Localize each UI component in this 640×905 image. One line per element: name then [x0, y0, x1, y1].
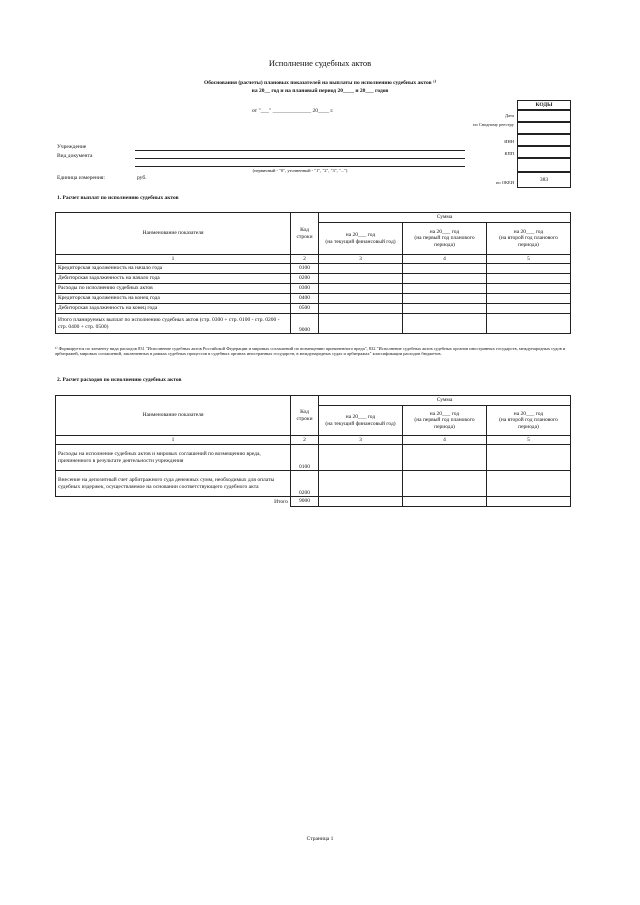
- page-title: Исполнение судебных актов: [268, 58, 372, 68]
- section1-table: [55, 212, 571, 334]
- doc-type-field[interactable]: [135, 158, 465, 159]
- s2-num-5: 5: [487, 436, 571, 445]
- s1-cell[interactable]: [319, 294, 403, 304]
- s2-col-y2: [403, 406, 487, 436]
- table-row: [56, 445, 571, 471]
- s1-row-code: 0500: [291, 304, 319, 314]
- s1-col-y3: [487, 223, 571, 255]
- table-row: [56, 304, 571, 314]
- s1-cell[interactable]: [319, 264, 403, 274]
- s2-cell[interactable]: [403, 445, 487, 471]
- code-kpp-cell[interactable]: [517, 146, 571, 158]
- page-number: Страница 1: [306, 836, 334, 842]
- s1-row-code: 0400: [291, 294, 319, 304]
- s2-col-y2-a: на 20___ год: [429, 411, 460, 418]
- s2-col-sum: Сумма: [319, 396, 571, 406]
- doc-type-hint: (первичный - "0", уточненный - "1", "2", "3", "..."): [252, 168, 348, 173]
- s1-col-y2-a: на 20___ год: [429, 229, 460, 236]
- s1-row-code: 9000: [291, 314, 319, 334]
- date-label: Дата: [505, 113, 514, 118]
- s1-cell[interactable]: [487, 274, 571, 284]
- unit-label: Единица измерения:: [57, 175, 105, 181]
- s1-row-code: 0200: [291, 274, 319, 284]
- section2-table: [55, 395, 571, 507]
- s1-num-4: 4: [403, 255, 487, 264]
- s2-cell[interactable]: [403, 471, 487, 497]
- s1-cell[interactable]: [319, 314, 403, 334]
- s1-cell[interactable]: [319, 304, 403, 314]
- s1-row-code: 0100: [291, 264, 319, 274]
- s1-col-y3-b: (на второй год планового периода): [499, 235, 558, 248]
- s1-cell[interactable]: [403, 264, 487, 274]
- s2-col-y3-b: (на второй год планового периода): [499, 417, 558, 430]
- s2-num-3: 3: [319, 436, 403, 445]
- page-subtitle-line2: на 20__ год и на плановый период 20____ и 20___ годов: [251, 88, 389, 94]
- s1-cell[interactable]: [319, 284, 403, 294]
- table-row: [56, 497, 571, 507]
- s1-col-y1: [319, 223, 403, 255]
- s2-col-y1-a: на 20___ год: [345, 414, 376, 421]
- code-inn-cell[interactable]: [517, 134, 571, 146]
- s2-col-y2-b: (на первый год планового периода): [414, 417, 475, 430]
- s2-row-name: Расходы на исполнение судебных актов и мировых соглашений по возмещению вреда, причиненного в результате деятельности учреждения: [56, 445, 291, 471]
- s1-row-name: Кредиторская задолженность на конец года: [56, 294, 291, 304]
- s1-row-name: Кредиторская задолженность на начало года: [56, 264, 291, 274]
- s2-cell[interactable]: [403, 497, 487, 507]
- codes-header: КОДЫ: [535, 102, 553, 108]
- table-row: [56, 264, 571, 274]
- s2-col-code: Код строки: [291, 396, 319, 436]
- s1-cell[interactable]: [403, 304, 487, 314]
- s1-col-y1-b: (на текущий финансовый год): [325, 238, 396, 245]
- s1-num-5: 5: [487, 255, 571, 264]
- s2-row-name: Внесение на депозитный счет арбитражного суда денежных сумм, необходимых для оплаты судебных издержек, осуществляемое на основании соответствующего судебного акта: [56, 471, 291, 497]
- s1-row-name: Дебиторская задолженность на начало года: [56, 274, 291, 284]
- s2-row-code: 0100: [291, 445, 319, 471]
- s1-col-code: Код строки: [291, 213, 319, 255]
- s2-cell[interactable]: [319, 471, 403, 497]
- s2-cell[interactable]: [487, 497, 571, 507]
- table-row: [56, 294, 571, 304]
- footnote: ¹⁾ Формируется по элементу вида расходов 831 "Исполнение судебных актов Российской Федерации и мировых соглашений по возмещению причиненного вреда", 832 "Исполнение судебных актов судебных органов иностранных государств, международных судов и арбитражей, мировых соглашений, заключенных в рамках судебных процессов в судебных органах иностранных государств, в международных судах и арбитражах" классификации расходов бюджетов.: [55, 346, 566, 357]
- section2-title: 2. Расчет расходов по исполнению судебных актов: [57, 377, 182, 383]
- inn-label: ИНН: [504, 139, 514, 144]
- s2-col-name: Наименование показателя: [56, 396, 291, 436]
- s1-cell[interactable]: [487, 284, 571, 294]
- s2-num-4: 4: [403, 436, 487, 445]
- s1-cell[interactable]: [403, 274, 487, 284]
- s2-cell[interactable]: [487, 445, 571, 471]
- section1-title: 1. Расчет выплат по исполнению судебных актов: [57, 195, 179, 201]
- registry-label: по Сводному реестру: [473, 122, 514, 127]
- s1-cell[interactable]: [403, 284, 487, 294]
- doc-type-label: Вид документа: [57, 153, 93, 159]
- okei-label: по ОКЕИ: [495, 180, 514, 185]
- s2-num-2: 2: [291, 436, 319, 445]
- code-okei-cell: [517, 172, 571, 188]
- s1-col-y3-a: на 20___ год: [513, 229, 544, 236]
- s2-num-1: 1: [56, 436, 291, 445]
- s2-cell[interactable]: [319, 497, 403, 507]
- table-row: [56, 471, 571, 497]
- s2-cell[interactable]: [319, 445, 403, 471]
- s1-num-1: 1: [56, 255, 291, 264]
- code-blank-cell: [517, 158, 571, 172]
- s1-cell[interactable]: [487, 264, 571, 274]
- table-row: [56, 284, 571, 294]
- page-subtitle-line1: Обоснования (расчеты) плановых показателей на выплаты по исполнению судебных актов ¹⁾: [203, 80, 436, 86]
- document-date: от "___" ______________ 20____ г.: [252, 108, 334, 114]
- s2-col-y1-b: (на текущий финансовый год): [325, 420, 396, 427]
- code-date-cell[interactable]: [517, 110, 571, 122]
- s2-col-y1: [319, 406, 403, 436]
- s2-total-label: Итого: [56, 497, 291, 507]
- s1-row-name: Расходы по исполнению судебных актов: [56, 284, 291, 294]
- s2-col-y3-a: на 20___ год: [513, 411, 544, 418]
- s2-cell[interactable]: [487, 471, 571, 497]
- s2-total-code: 9000: [291, 497, 319, 507]
- kpp-label: КПП: [504, 151, 514, 156]
- s1-col-y2-b: (на первый год планового периода): [414, 235, 475, 248]
- s1-col-sum: Сумма: [319, 213, 571, 223]
- s1-cell[interactable]: [487, 294, 571, 304]
- s1-col-name: Наименование показателя: [56, 213, 291, 255]
- s1-col-y1-a: на 20___ год: [345, 232, 376, 239]
- code-registry-cell[interactable]: [517, 122, 571, 134]
- institution-field[interactable]: [135, 150, 465, 151]
- okei-value: 383: [539, 177, 549, 183]
- s2-col-y3: [487, 406, 571, 436]
- table-row: [56, 274, 571, 284]
- s1-col-y2: [403, 223, 487, 255]
- s1-num-2: 2: [291, 255, 319, 264]
- table-row: [56, 314, 571, 334]
- doc-type-field-2[interactable]: [135, 166, 465, 167]
- s1-cell[interactable]: [403, 314, 487, 334]
- codes-header-cell: [517, 100, 571, 110]
- s2-row-code: 0200: [291, 471, 319, 497]
- s1-cell[interactable]: [319, 274, 403, 284]
- unit-value: руб.: [137, 175, 147, 181]
- s1-row-name: Итого планируемых выплат по исполнению судебных актов (стр. 0300 + стр. 0100 - стр. 0200 - стр. 0400 + стр. 0500): [56, 314, 291, 334]
- s1-cell[interactable]: [487, 314, 571, 334]
- s1-cell[interactable]: [487, 304, 571, 314]
- s1-row-name: Дебиторская задолженность на конец года: [56, 304, 291, 314]
- s1-num-3: 3: [319, 255, 403, 264]
- institution-label: Учреждение: [57, 144, 87, 150]
- s1-cell[interactable]: [403, 294, 487, 304]
- s1-row-code: 0300: [291, 284, 319, 294]
